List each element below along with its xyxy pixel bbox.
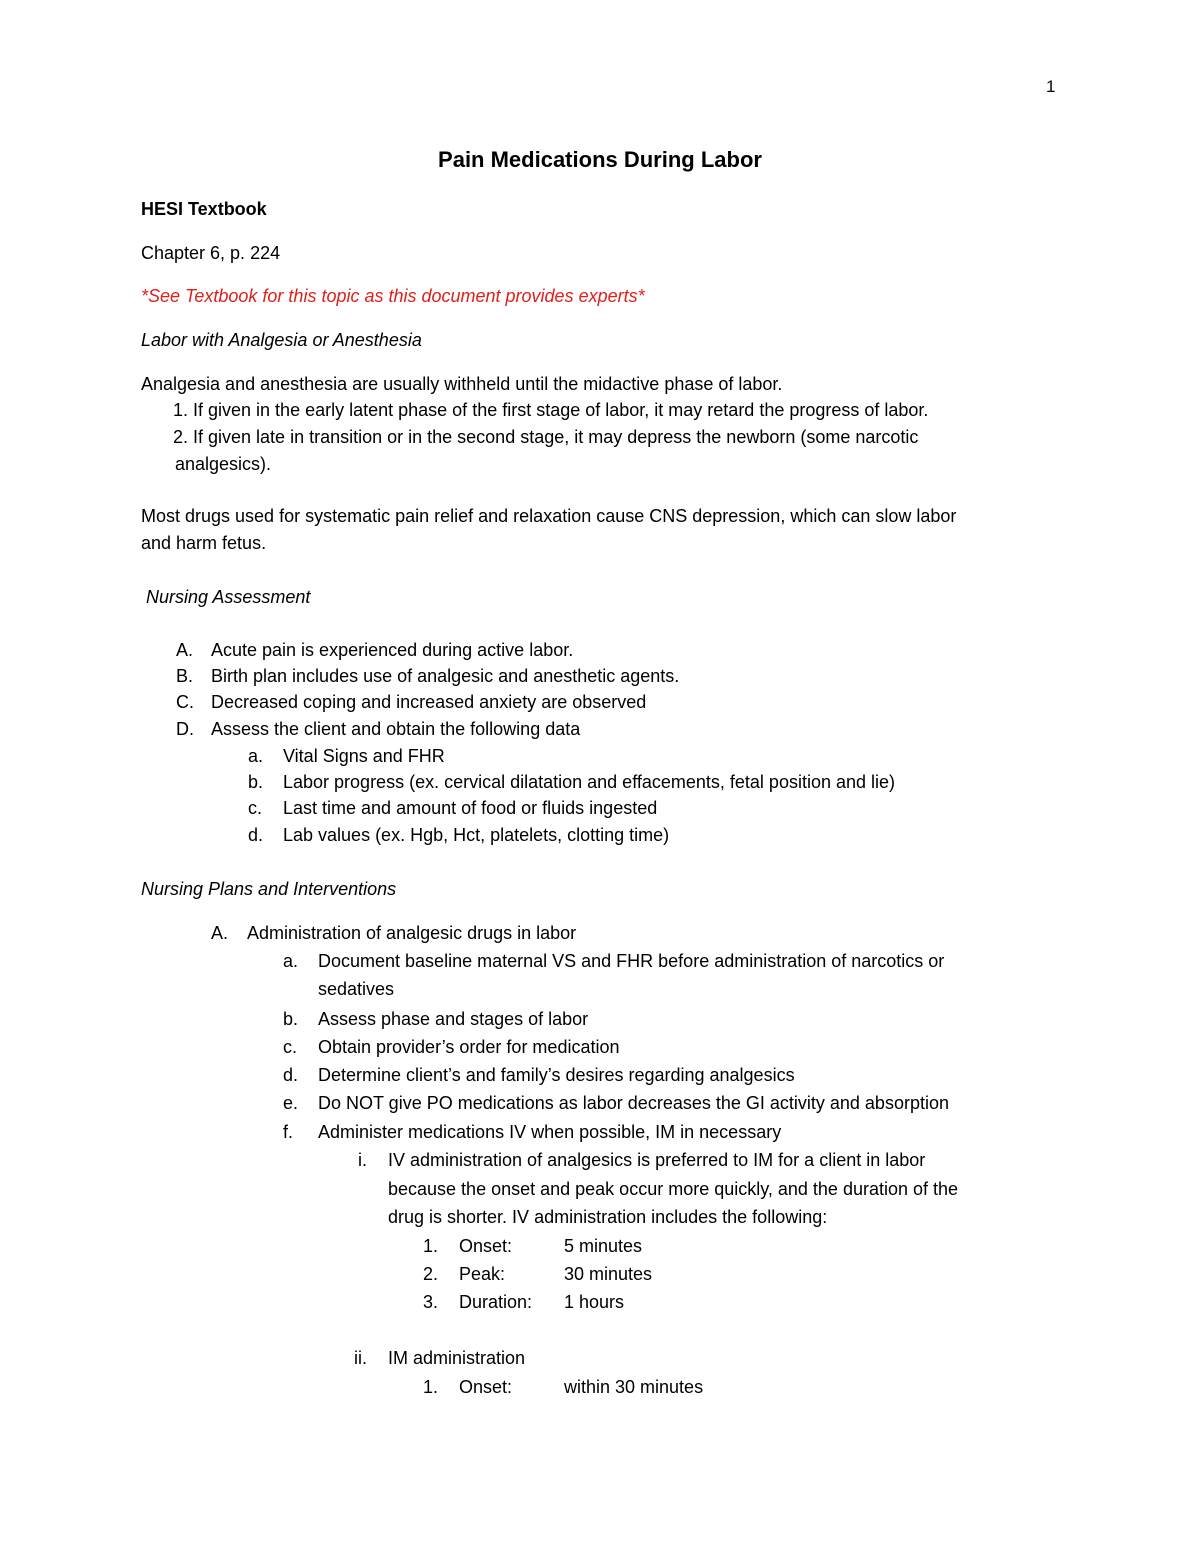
labor-section-heading: Labor with Analgesia or Anesthesia bbox=[141, 330, 422, 350]
im-text-line-1: IM administration bbox=[388, 1348, 526, 1368]
im-row-value: within 30 minutes bbox=[564, 1377, 704, 1397]
plans-item-marker: A. bbox=[211, 923, 229, 943]
assessment-subitem-text: Vital Signs and FHR bbox=[283, 746, 445, 766]
plans-subitem-text: Do NOT give PO medications as labor decreases the GI activity and absorption bbox=[318, 1093, 949, 1113]
assessment-item-marker: B. bbox=[176, 666, 194, 686]
assessment-subitem-marker: c. bbox=[248, 798, 263, 818]
plans-subitem-text: Determine client’s and family’s desires regarding analgesics bbox=[318, 1065, 795, 1085]
assessment-subitem-text: Lab values (ex. Hgb, Hct, platelets, clotting time) bbox=[283, 825, 670, 845]
textbook-note: *See Textbook for this topic as this document provides experts* bbox=[141, 286, 645, 306]
assessment-item-text: Decreased coping and increased anxiety are observed bbox=[211, 692, 647, 712]
iv-text-line-2: because the onset and peak occur more quickly, and the duration of the bbox=[388, 1179, 959, 1199]
assessment-subitem-text: Last time and amount of food or fluids ingested bbox=[283, 798, 658, 818]
assessment-subitem-marker: a. bbox=[248, 746, 264, 766]
plans-subitem-text: Assess phase and stages of labor bbox=[318, 1009, 589, 1029]
assessment-item-text: Acute pain is experienced during active labor. bbox=[211, 640, 574, 660]
labor-intro: Analgesia and anesthesia are usually withheld until the midactive phase of labor. bbox=[141, 374, 783, 394]
iv-row-value: 30 minutes bbox=[564, 1264, 653, 1284]
assessment-subitem-text: Labor progress (ex. cervical dilatation and effacements, fetal position and lie) bbox=[283, 772, 896, 792]
assessment-subitem-marker: d. bbox=[248, 825, 264, 845]
assessment-item-marker: C. bbox=[176, 692, 194, 712]
iv-row-label: Onset: bbox=[459, 1236, 513, 1256]
labor-item-2-line-2: analgesics). bbox=[175, 454, 272, 474]
plans-subitem-marker: c. bbox=[283, 1037, 298, 1057]
page-number: 1 bbox=[1046, 77, 1056, 96]
im-row-marker: 1. bbox=[423, 1377, 439, 1397]
plans-subitem-marker: e. bbox=[283, 1093, 299, 1113]
plans-subitem-text: Document baseline maternal VS and FHR before administration of narcotics or bbox=[318, 951, 945, 971]
iv-row-label: Duration: bbox=[459, 1292, 533, 1312]
iv-row-value: 1 hours bbox=[564, 1292, 625, 1312]
plans-subitem-text: Obtain provider’s order for medication bbox=[318, 1037, 620, 1057]
plans-subitem-marker: f. bbox=[283, 1122, 294, 1142]
assessment-heading: Nursing Assessment bbox=[146, 587, 311, 607]
plans-subitem-marker: b. bbox=[283, 1009, 299, 1029]
iv-row-marker: 2. bbox=[423, 1264, 439, 1284]
assessment-item-text: Assess the client and obtain the following data bbox=[211, 719, 581, 739]
im-row-label: Onset: bbox=[459, 1377, 513, 1397]
iv-marker: i. bbox=[358, 1150, 367, 1170]
cns-paragraph-line-2: and harm fetus. bbox=[141, 533, 267, 553]
iv-row-marker: 3. bbox=[423, 1292, 439, 1312]
source-heading: HESI Textbook bbox=[141, 199, 267, 219]
plans-heading: Nursing Plans and Interventions bbox=[141, 879, 397, 899]
iv-text-line-3: drug is shorter. IV administration includes the following: bbox=[388, 1207, 828, 1227]
iv-row-marker: 1. bbox=[423, 1236, 439, 1256]
page-title: Pain Medications During Labor bbox=[438, 147, 762, 172]
cns-paragraph-line-1: Most drugs used for systematic pain relief and relaxation cause CNS depression, which can slow labor bbox=[141, 506, 957, 526]
im-marker: ii. bbox=[354, 1348, 367, 1368]
iv-row-label: Peak: bbox=[459, 1264, 506, 1284]
assessment-subitem-marker: b. bbox=[248, 772, 264, 792]
chapter-reference: Chapter 6, p. 224 bbox=[141, 243, 281, 263]
assessment-item-marker: A. bbox=[176, 640, 194, 660]
plans-subitem-text-continued: sedatives bbox=[318, 979, 395, 999]
iv-text-line-1: IV administration of analgesics is preferred to IM for a client in labor bbox=[388, 1150, 926, 1170]
labor-item-1: 1. If given in the early latent phase of the first stage of labor, it may retard the progress of labor. bbox=[173, 400, 929, 420]
assessment-item-marker: D. bbox=[176, 719, 194, 739]
labor-item-2-line-1: 2. If given late in transition or in the second stage, it may depress the newborn (some narcotic bbox=[173, 427, 919, 447]
assessment-item-text: Birth plan includes use of analgesic and anesthetic agents. bbox=[211, 666, 680, 686]
plans-subitem-text: Administer medications IV when possible, IM in necessary bbox=[318, 1122, 782, 1142]
plans-subitem-marker: a. bbox=[283, 951, 299, 971]
plans-item-text: Administration of analgesic drugs in labor bbox=[247, 923, 577, 943]
plans-subitem-marker: d. bbox=[283, 1065, 299, 1085]
iv-row-value: 5 minutes bbox=[564, 1236, 643, 1256]
